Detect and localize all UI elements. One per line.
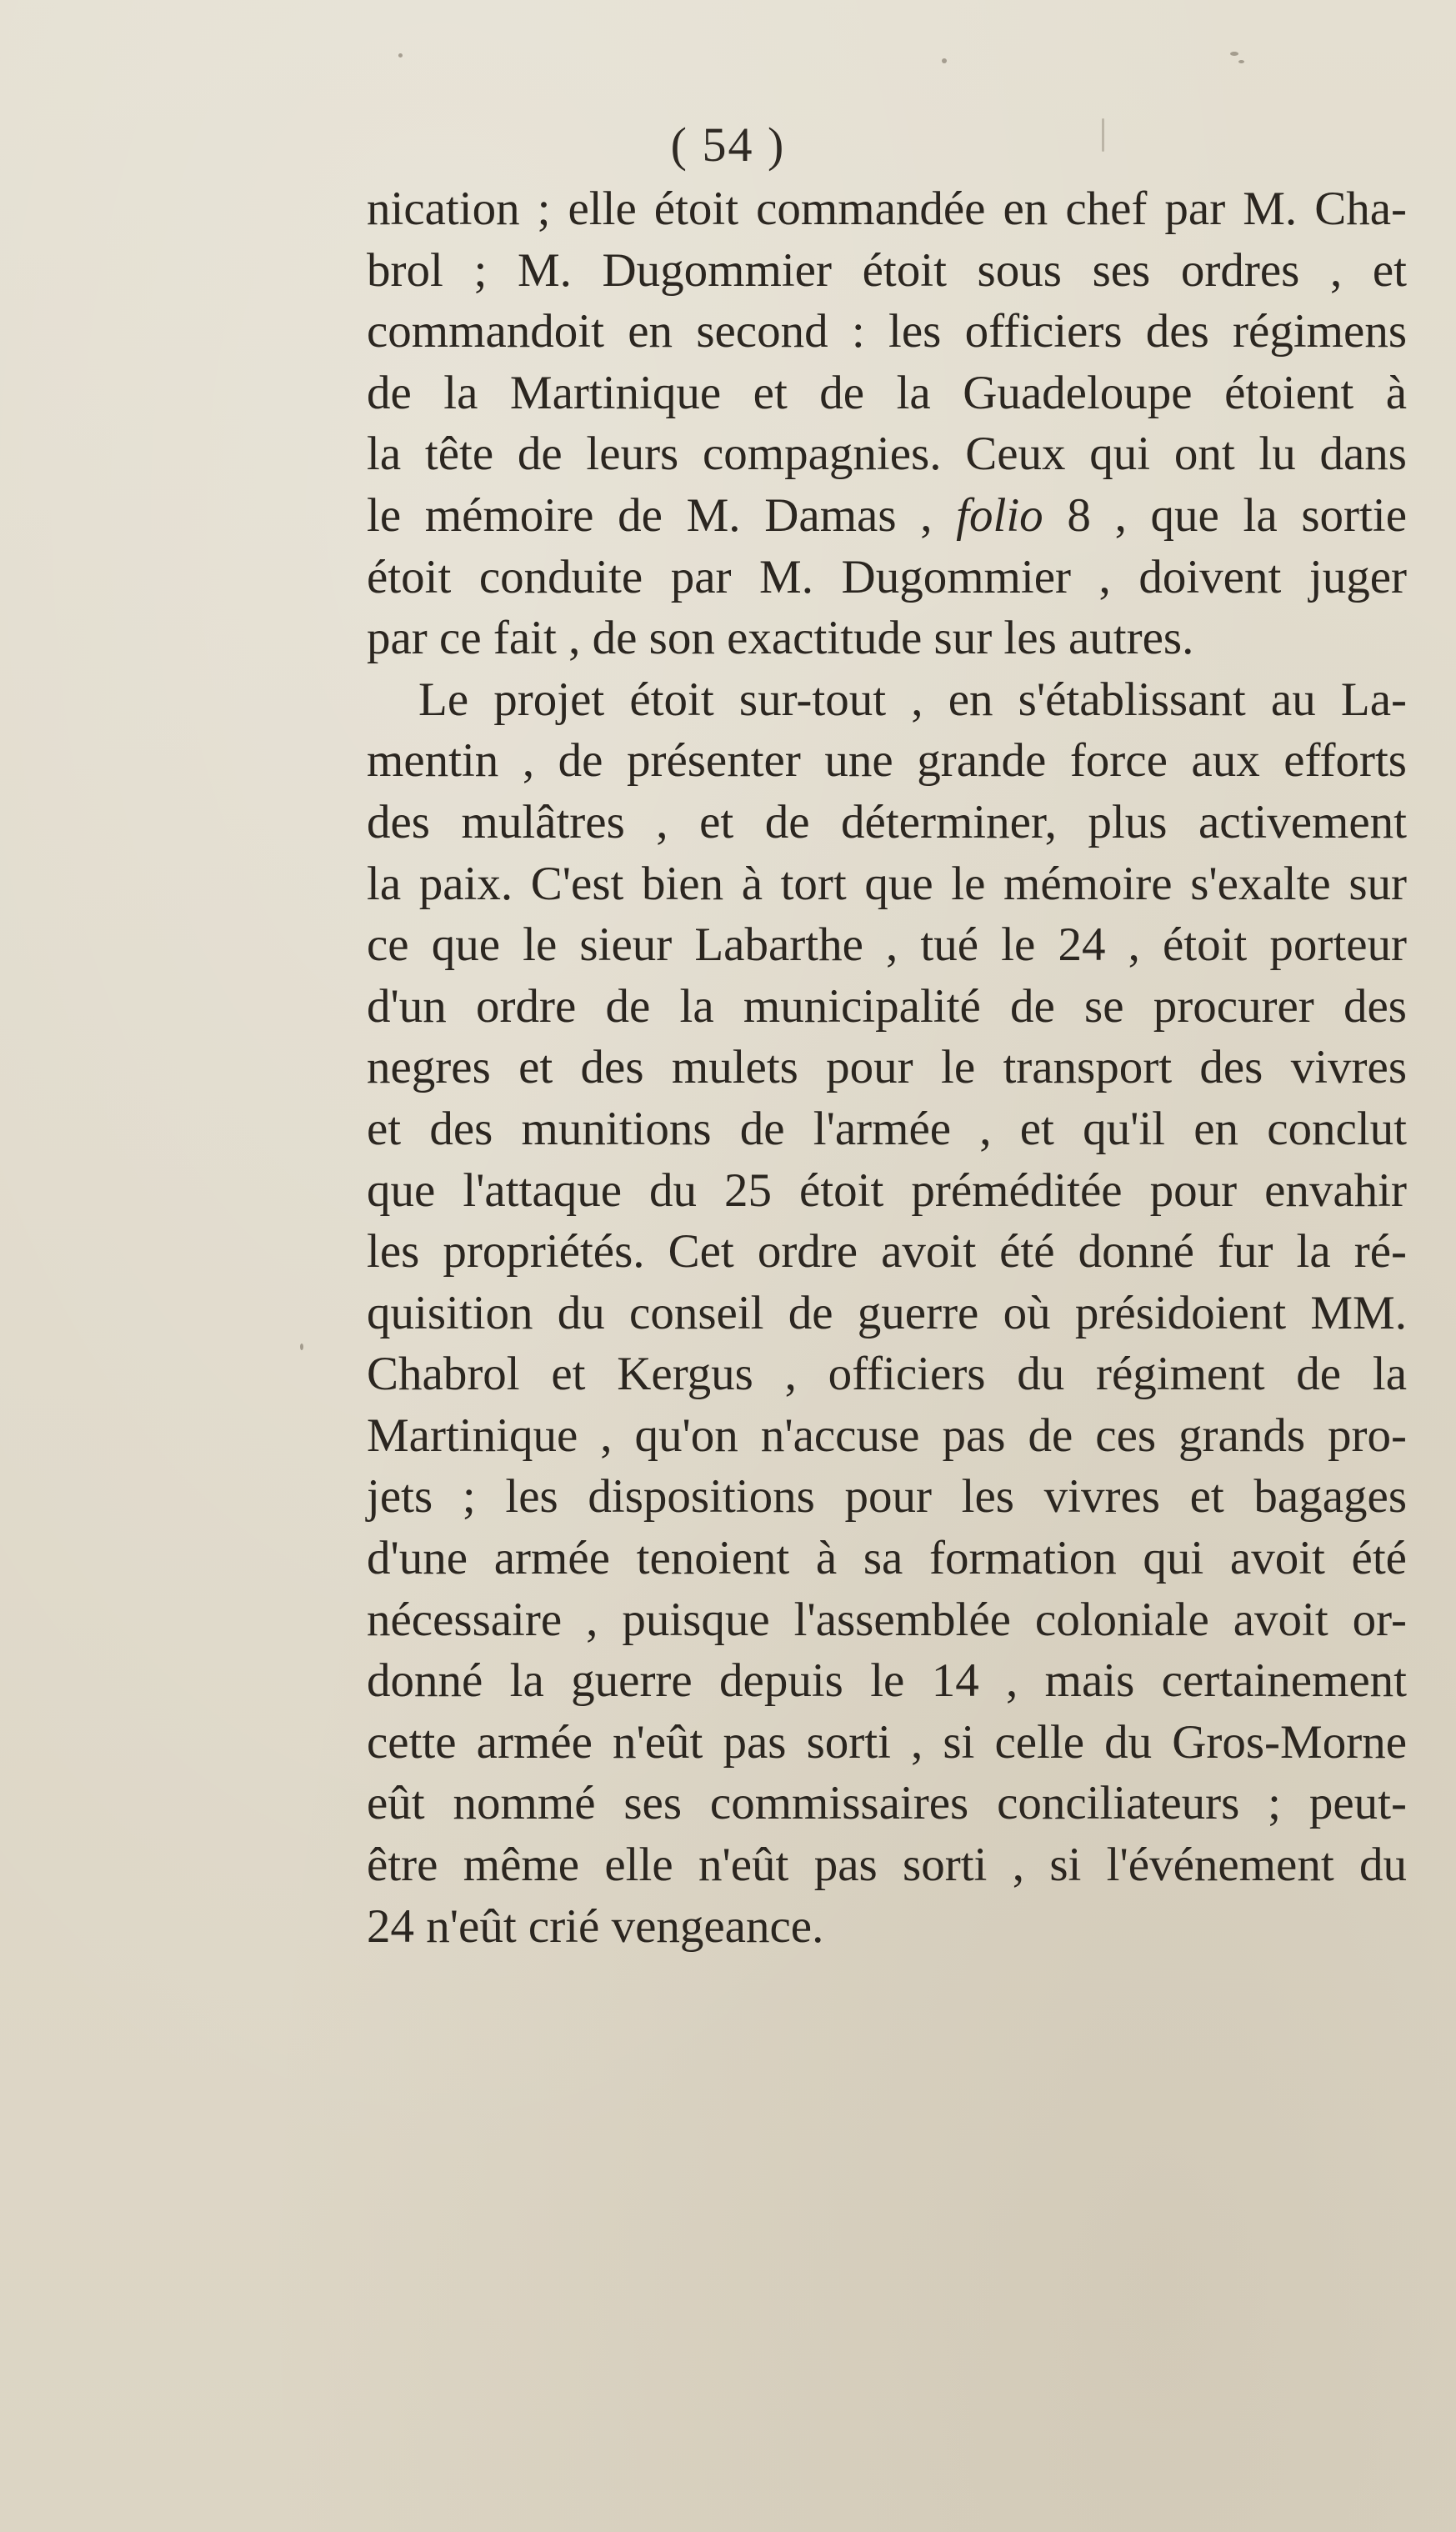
paper-speck [1238, 60, 1244, 63]
text-line: donné la guerre depuis le 14 , mais certainement [367, 1654, 1407, 1708]
text-line: que l'attaque du 25 étoit préméditée pour envahir [367, 1163, 1407, 1217]
text-line: jets ; les dispositions pour les vivres et bagages [367, 1470, 1407, 1524]
text-line: brol ; M. Dugommier étoit sous ses ordres , et [367, 243, 1407, 297]
text-line: mentin , de présenter une grande force aux efforts [367, 734, 1407, 788]
text-line: d'un ordre de la municipalité de se procurer des [367, 979, 1407, 1033]
text-line: les propriétés. Cet ordre avoit été donné fur la ré- [367, 1225, 1407, 1279]
text-line: Le projet étoit sur-tout , en s'établissant au La- [418, 673, 1407, 726]
text-line: par ce fait , de son exactitude sur les autres. [367, 612, 1194, 665]
text-line: nécessaire , puisque l'assemblée coloniale avoit or- [367, 1593, 1407, 1646]
text-segment: 8 , que la sortie [1043, 488, 1407, 542]
text-line: et des munitions de l'armée , et qu'il en conclut [367, 1102, 1407, 1155]
text-line [367, 485, 1407, 547]
text-line: d'une armée tenoient à sa formation qui avoit été [367, 1532, 1407, 1585]
text-line: Chabrol et Kergus , officiers du régiment de la [367, 1348, 1407, 1401]
paper-speck [398, 53, 403, 58]
body-text [367, 178, 1407, 1957]
text-line: la paix. C'est bien à tort que le mémoire s'exalte sur [367, 857, 1407, 910]
paper-speck [300, 1344, 303, 1350]
italic-word: folio [956, 488, 1043, 542]
text-line: 24 n'eût crié vengeance. [367, 1899, 824, 1953]
text-line: ce que le sieur Labarthe , tué le 24 , étoit porteur [367, 918, 1407, 972]
text-line: cette armée n'eût pas sorti , si celle du Gros-Morne [367, 1715, 1407, 1769]
text-line: eût nommé ses commissaires conciliateurs ; peut- [367, 1777, 1407, 1830]
text-line: la tête de leurs compagnies. Ceux qui ont lu dans [367, 428, 1407, 481]
text-line: quisition du conseil de guerre où présidoient MM. [367, 1286, 1407, 1339]
paper-speck [1230, 52, 1238, 56]
page-number: ( 54 ) [670, 118, 786, 172]
text-line: negres et des mulets pour le transport des vivres [367, 1041, 1407, 1094]
text-line: Martinique , qu'on n'accuse pas de ces grands pro- [367, 1409, 1407, 1462]
text-line: être même elle n'eût pas sorti , si l'événement du [367, 1839, 1407, 1892]
text-line: commandoit en second : les officiers des régimens [367, 305, 1407, 358]
text-line: des mulâtres , et de déterminer, plus activement [367, 795, 1407, 848]
text-line: nication ; elle étoit commandée en chef par M. Cha- [367, 183, 1407, 235]
text-line: de la Martinique et de la Guadeloupe étoient à [367, 366, 1407, 419]
text-segment: le mémoire de M. Damas , [367, 488, 957, 542]
text-line: étoit conduite par M. Dugommier , doivent juger [367, 550, 1407, 603]
paper-speck [942, 58, 947, 63]
